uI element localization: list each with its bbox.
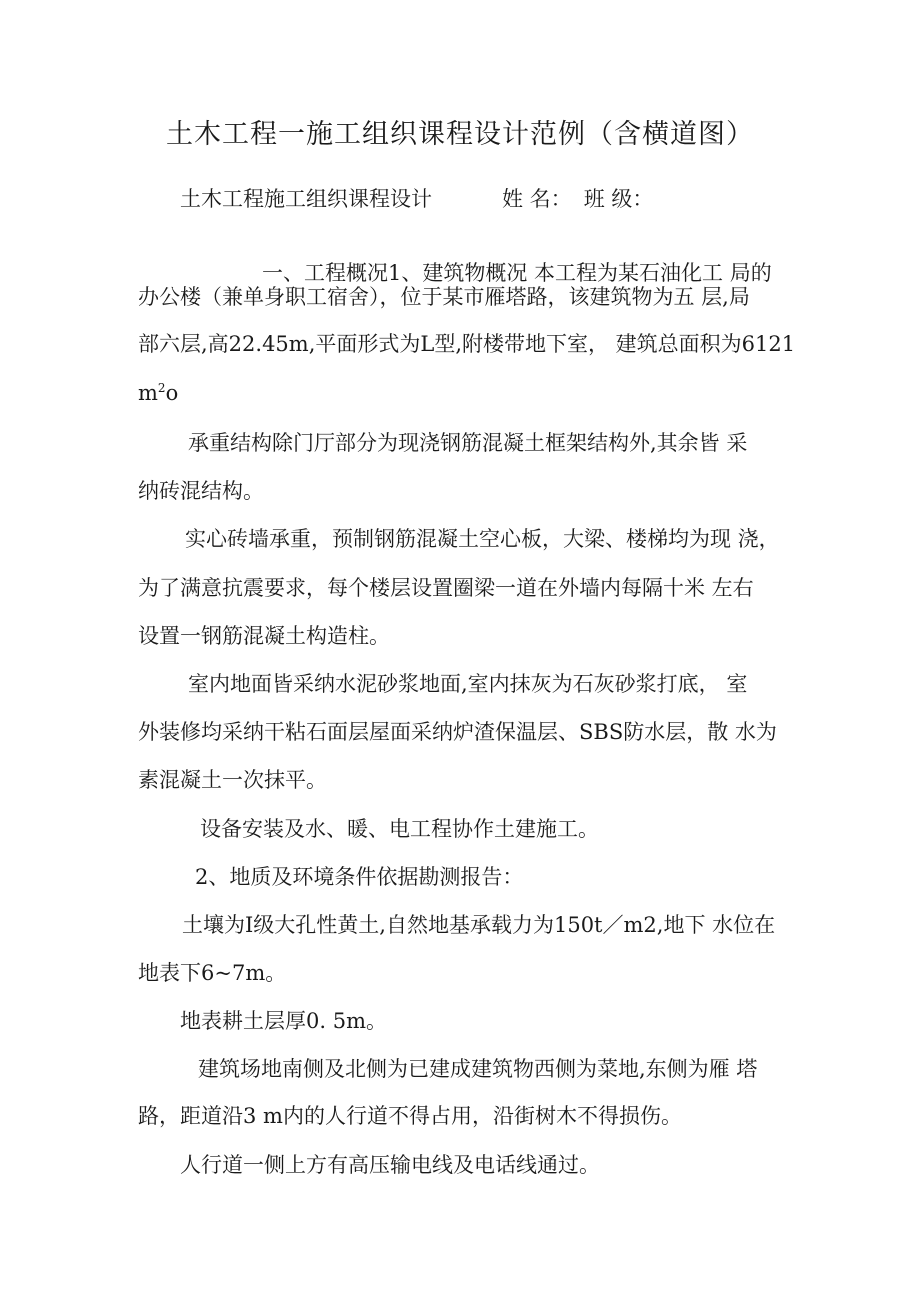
paragraph-line: 地表耕土层厚0. 5m。 xyxy=(180,1009,387,1033)
paragraph-line: 承重结构除门厅部分为现浇钢筋混凝土框架结构外,其余皆 采 xyxy=(188,431,748,455)
paragraph-line: 部六层,高22.45m,平面形式为L型,附楼带地下室， 建筑总面积为6121 xyxy=(138,332,796,356)
class-label: 班 级： xyxy=(583,187,654,211)
paragraph-line: 为了满意抗震要求，每个楼层设置圈梁一道在外墙内每隔十米 左右 xyxy=(138,576,754,600)
paragraph-line: 建筑场地南侧及北侧为已建成建筑物西侧为菜地,东侧为雁 塔 xyxy=(198,1057,758,1081)
paragraph-line: 设备安装及水、暖、电工程协作土建施工。 xyxy=(200,817,599,841)
paragraph-line: 人行道一侧上方有高压输电线及电话线通过。 xyxy=(180,1153,600,1177)
paragraph-line: 外装修均采纳干粘石面层屋面采纳炉渣保温层、SBS防水层，散 水为 xyxy=(138,720,777,744)
header-line xyxy=(180,184,653,214)
paragraph-line: 素混凝土一次抹平。 xyxy=(138,768,327,792)
area-unit-line xyxy=(138,378,178,408)
paragraph-line: 路，距道沿3 m内的人行道不得占用，沿街树木不得损伤。 xyxy=(138,1104,682,1128)
paragraph-line: 设置一钢筋混凝土构造柱。 xyxy=(138,624,390,648)
paragraph-line: 实心砖墙承重，预制钢筋混凝土空心板，大梁、楼梯均为现 浇， xyxy=(185,527,780,551)
document-title: 土木工程一施工组织课程设计范例（含横道图） xyxy=(166,119,754,150)
name-label: 姓 名： xyxy=(502,187,572,211)
paragraph-line: 地表下6~7m。 xyxy=(138,961,287,985)
area-unit-superscript: 2 xyxy=(157,381,166,395)
paragraph-line: 室内地面皆采纳水泥砂浆地面,室内抹灰为石灰砂浆打底， 室 xyxy=(188,672,748,696)
area-unit-tail: o xyxy=(165,381,179,405)
paragraph-line: 土壤为I级大孔性黄土,自然地基承载力为150t／m2,地下 水位在 xyxy=(182,913,776,937)
paragraph-line: 办公楼（兼单身职工宿舍），位于某市雁塔路，该建筑物为五 层,局 xyxy=(138,285,750,309)
paragraph-line: 一、工程概况1、建筑物概况 本工程为某石油化工 局的 xyxy=(262,261,772,285)
paragraph-line: 纳砖混结构。 xyxy=(138,479,264,503)
area-unit: m xyxy=(138,381,158,405)
course-name: 土木工程施工组织课程设计 xyxy=(180,187,432,211)
paragraph-line: 2、地质及环境条件依据勘测报告： xyxy=(195,865,524,889)
